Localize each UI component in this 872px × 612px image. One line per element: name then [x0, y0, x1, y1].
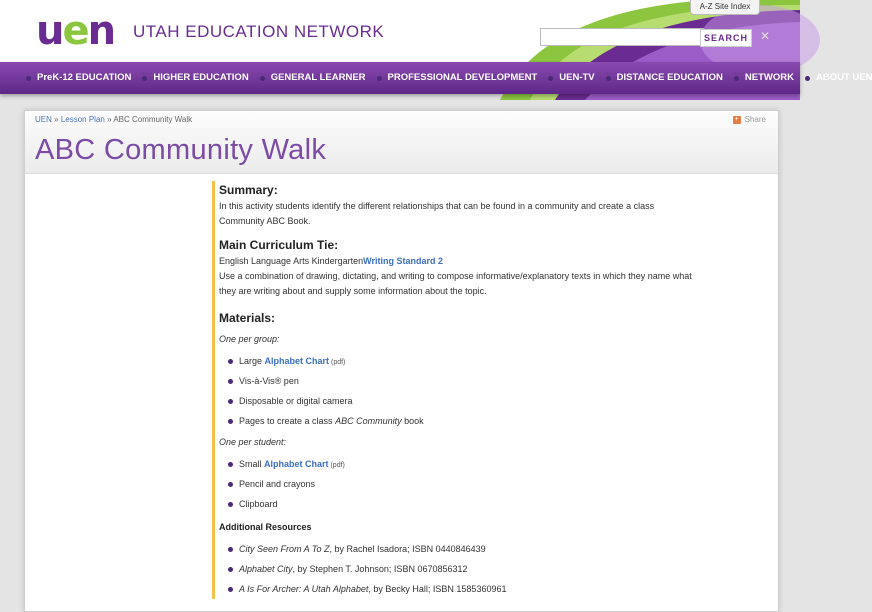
book-info: , by Stephen T. Johnson; ISBN 0670856312 [292, 564, 468, 574]
logo-wordmark: uen [36, 8, 115, 54]
file-type: (pdf) [329, 359, 346, 366]
uen-logo[interactable] [36, 8, 114, 54]
close-icon[interactable]: ✕ [760, 29, 771, 43]
list-item: Clipboard [227, 494, 699, 514]
list-item [227, 539, 699, 559]
search-button[interactable]: SEARCH [700, 29, 752, 47]
nav-item-general-learner[interactable]: GENERAL LEARNER [259, 68, 366, 88]
summary-heading: Summary: [219, 183, 278, 197]
per-student-list [219, 454, 699, 514]
book-info: , by Rachel Isadora; ISBN 0440846439 [329, 544, 486, 554]
file-type: (pdf) [328, 462, 345, 469]
lesson-content [212, 181, 699, 599]
content-panel [24, 110, 779, 612]
breadcrumb-separator: » [54, 115, 59, 124]
site-header [0, 0, 800, 62]
per-student-label: One per student: [219, 437, 287, 447]
materials-heading: Materials: [219, 311, 276, 325]
breadcrumb-separator: » [107, 115, 112, 124]
curriculum-heading: Main Curriculum Tie: [219, 238, 339, 252]
list-item: Disposable or digital camera [227, 391, 699, 411]
breadcrumb-uen[interactable]: UEN [35, 115, 52, 124]
book-title: A Is For Archer: A Utah Alphabet [239, 584, 369, 594]
share-label: Share [744, 115, 766, 124]
curriculum-tie [219, 254, 699, 269]
breadcrumb-current: ABC Community Walk [113, 115, 193, 124]
main-nav [0, 62, 872, 94]
per-group-list [219, 351, 699, 431]
item-text: Small [239, 459, 265, 469]
nav-item-higher-education[interactable]: HIGHER EDUCATION [141, 68, 248, 88]
nav-item-professional-development[interactable]: PROFESSIONAL DEVELOPMENT [376, 68, 538, 88]
book-title: Alphabet City [239, 564, 293, 574]
list-item [227, 559, 699, 579]
breadcrumb [35, 115, 192, 124]
alphabet-chart-link[interactable]: Alphabet Chart [264, 356, 330, 366]
title-bar [25, 111, 778, 174]
list-item [227, 454, 699, 474]
az-site-index-button[interactable]: A-Z Site Index [690, 0, 760, 15]
list-item [227, 351, 699, 371]
share-icon: + [734, 115, 739, 123]
list-item [227, 411, 699, 431]
item-title: ABC Community [335, 416, 402, 426]
curriculum-text: Use a combination of drawing, dictating, and writing to compose informative/explanatory texts in which they name what they are writing about and supply some information about the topic. [219, 271, 692, 296]
item-text: book [401, 416, 424, 426]
book-title: City Seen From A To Z [239, 544, 330, 554]
search-input[interactable] [540, 28, 704, 46]
additional-resources-list [219, 539, 699, 599]
summary-text: In this activity students identify the different relationships that can be found in a community and create a class Community ABC Book. [219, 201, 655, 226]
nav-item-uen-tv[interactable]: UEN-TV [547, 68, 594, 88]
curriculum-subject: English Language Arts Kindergarten [219, 256, 364, 266]
org-name: UTAH EDUCATION NETWORK [133, 22, 385, 41]
item-text: Large [239, 356, 265, 366]
page-title: ABC Community Walk [35, 134, 327, 166]
share-button[interactable] [733, 115, 766, 124]
nav-item-about-uen[interactable]: ABOUT UEN [804, 68, 872, 88]
per-group-label: One per group: [219, 334, 280, 344]
nav-item-distance-education[interactable]: DISTANCE EDUCATION [605, 68, 723, 88]
additional-resources-heading: Additional Resources [219, 522, 312, 532]
list-item: Vis-à-Vis® pen [227, 371, 699, 391]
item-text: Pages to create a class [239, 416, 336, 426]
nav-item-prek12[interactable]: PreK-12 EDUCATION [25, 68, 131, 88]
list-item [227, 579, 699, 599]
breadcrumb-lesson-plan[interactable]: Lesson Plan [60, 115, 105, 124]
writing-standard-link[interactable]: Writing Standard 2 [363, 256, 443, 266]
book-info: , by Becky Hall; ISBN 1585360961 [368, 584, 507, 594]
nav-item-network[interactable]: NETWORK [733, 68, 794, 88]
alphabet-chart-link[interactable]: Alphabet Chart [264, 459, 329, 469]
list-item: Pencil and crayons [227, 474, 699, 494]
